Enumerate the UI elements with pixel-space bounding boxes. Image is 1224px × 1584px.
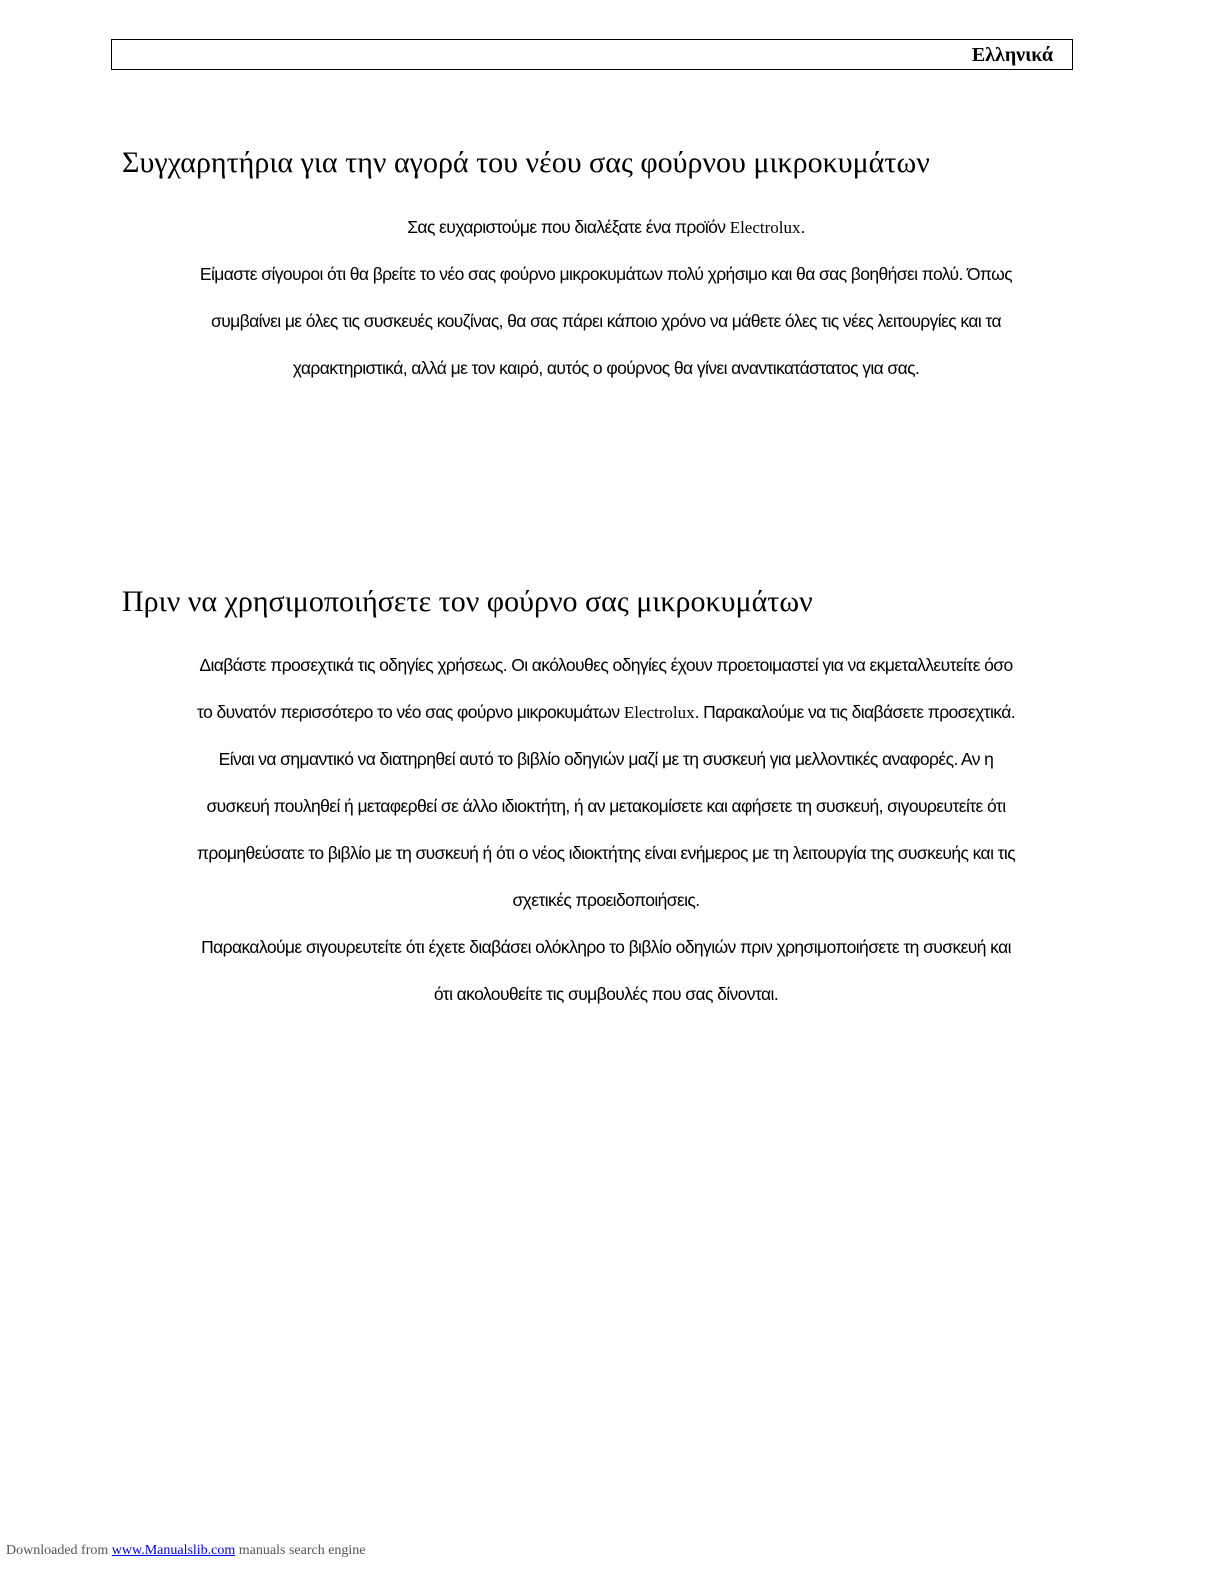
paragraph-line: Είμαστε σίγουροι ότι θα βρείτε το νέο σας φούρνο μικροκυμάτων πολύ χρήσιμο και θα σας βοηθήσει πολύ. Όπως: [199, 264, 1013, 284]
paragraph-line: συμβαίνει με όλες τις συσκευές κουζίνας, θα σας πάρει κάποιο χρόνο να μάθετε όλες τις νέες λειτουργίες και τα: [211, 311, 1001, 331]
language-label: Ελληνικά: [971, 44, 1053, 66]
before-use-paragraph: [114, 642, 1098, 1018]
brand-name: Electrolux: [623, 703, 695, 722]
paragraph-line: το δυνατόν περισσότερο το νέο σας φούρνο μικροκυμάτων Electrolux. Παρακαλούμε να τις διαβάσετε προσεχτικά.: [197, 702, 1015, 722]
section-title-congratulations: Συγχαρητήρια για την αγορά του νέου σας φούρνου μικροκυμάτων: [122, 146, 930, 179]
paragraph-line: σχετικές προειδοποιήσεις.: [512, 890, 700, 910]
brand-name: Electrolux: [729, 218, 801, 237]
thanks-line: Σας ευχαριστούμε που διαλέξατε ένα προϊόν Electrolux.: [407, 217, 805, 237]
manualslib-link[interactable]: www.Manualslib.com: [111, 1543, 236, 1558]
paragraph-line: ότι ακολουθείτε τις συμβουλές που σας δίνονται.: [433, 984, 779, 1004]
paragraph-line: Παρακαλούμε σιγουρευτείτε ότι έχετε διαβάσει ολόκληρο το βιβλίο οδηγιών πριν χρησιμοποιήσετε τη συσκευή και: [201, 937, 1011, 957]
language-header-box: [111, 39, 1073, 70]
paragraph-line: συσκευή πουληθεί ή μεταφερθεί σε άλλο ιδιοκτήτη, ή αν μετακομίσετε και αφήσετε τη συσκευή, σιγουρευτείτε ότι: [206, 796, 1006, 816]
download-footer: Downloaded from www.Manualslib.com manuals search engine: [6, 1543, 366, 1558]
section-title-before-use: Πριν να χρησιμοποιήσετε τον φούρνο σας μικροκυμάτων: [122, 585, 813, 618]
congratulations-paragraph: [134, 204, 1078, 392]
paragraph-line: Διαβάστε προσεχτικά τις οδηγίες χρήσεως. Οι ακόλουθες οδηγίες έχουν προετοιμαστεί για να εκμεταλλευτείτε όσο: [199, 655, 1013, 675]
paragraph-line: Είναι να σημαντικό να διατηρηθεί αυτό το βιβλίο οδηγιών μαζί με τη συσκευή για μελλοντικές αναφορές. Αν η: [218, 749, 994, 769]
paragraph-line: προμηθεύσατε το βιβλίο με τη συσκευή ή ότι ο νέος ιδιοκτήτης είναι ενήμερος με τη λειτουργία της συσκευής και τις: [196, 843, 1016, 863]
paragraph-line: χαρακτηριστικά, αλλά με τον καιρό, αυτός ο φούρνος θα γίνει αναντικατάστατος για σας.: [292, 358, 920, 378]
